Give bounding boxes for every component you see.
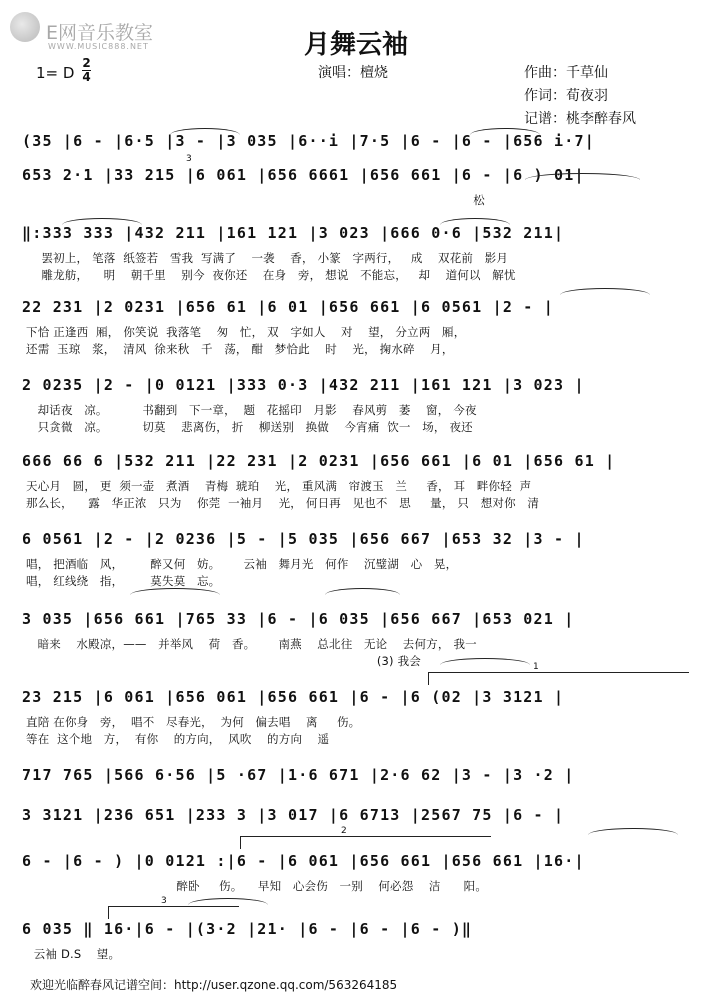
notation-row: 23 215 |6 061 |656 061 |656 661 |6 - |6 (02 |3 3121 | bbox=[22, 688, 565, 706]
notation-row: 3 035 |656 661 |765 33 |6 - |6 035 |656 667 |653 021 | bbox=[22, 610, 575, 628]
notation-row: 2 0235 |2 - |0 0121 |333 0·3 |432 211 |161 121 |3 023 | bbox=[22, 376, 585, 394]
lyric-line: 醉卧 伤。 早知 心会伤 一别 何必怨 洁 阳。 bbox=[26, 879, 488, 893]
notation-row: 6 035 ‖ 16·|6 - |(3·2 |21· |6 - |6 - |6 - )‖ bbox=[22, 920, 473, 938]
ending-2-bracket: 2 bbox=[240, 836, 491, 849]
slur bbox=[325, 588, 400, 595]
slur bbox=[470, 128, 540, 135]
slur bbox=[560, 288, 650, 295]
slur bbox=[588, 828, 678, 835]
slur bbox=[170, 128, 240, 135]
notation-row: ‖:333 333 |432 211 |161 121 |3 023 |666 0·6 |532 211| bbox=[22, 224, 565, 242]
lyric-line: (3) 我会 bbox=[26, 654, 421, 668]
notation-row: 6 0561 |2 - |2 0236 |5 - |5 035 |656 667 |653 32 |3 - | bbox=[22, 530, 585, 548]
lyric-line: 下恰 正逢西 厢， 你笑说 我落笔 匆 忙， 双 字如人 对 望， 分立两 厢， bbox=[26, 325, 466, 339]
time-bottom: 4 bbox=[82, 70, 91, 84]
lyric-line: 罢初上， 笔落 纸签若 雪我 写满了 一袭 香， 小篆 字两行， 成 双花前 影月 bbox=[26, 251, 509, 265]
footer-note: 欢迎光临醉春风记谱空间：http://user.qzone.qq.com/563264185 bbox=[30, 978, 398, 992]
lyric-line: 唱， 把酒临 风， 醉又何 妨。 云袖 舞月光 何作 沉璧湖 心 晃， bbox=[26, 557, 458, 571]
key-signature: 1= D bbox=[36, 64, 75, 82]
notation-row: 3 3121 |236 651 |233 3 |3 017 |6 6713 |2567 75 |6 - | bbox=[22, 806, 565, 824]
triplet-mark: 3 bbox=[186, 154, 192, 164]
lyric-line: 却话夜 凉。 书翻到 下一章， 题 花摇印 月影 春风剪 萎 窗， 今夜 bbox=[26, 403, 477, 417]
lyric-line: 松 bbox=[26, 193, 485, 207]
lyric-line: 那么长， 露 华正浓 只为 你莞 一袖月 光， 何日再 见也不 思 量， 只 想对你 清 bbox=[26, 496, 540, 510]
song-title: 月舞云袖 bbox=[303, 30, 408, 60]
slur bbox=[440, 218, 510, 225]
lyric-line: 天心月 圆， 更 须一壶 煮酒 青梅 琥珀 光， 重风满 帘渡玉 兰 香， 耳 畔你轻 声 bbox=[26, 479, 532, 493]
watermark-url: WWW.MUSIC888.NET bbox=[48, 42, 149, 51]
lyric-line: 暗来 水殿凉，—— 并举风 荷 香。 南燕 总北往 无论 去何方， 我一 bbox=[26, 637, 477, 651]
lyric-line: 云袖 D.S 望。 bbox=[26, 947, 121, 961]
lyric-line: 只贪微 凉。 切莫 悲离伤， 折 柳送别 换做 今宵痛 饮一 场， 夜还 bbox=[26, 420, 473, 434]
slur bbox=[525, 173, 640, 180]
time-signature bbox=[82, 58, 91, 83]
lyric-line: 唱， 红线绕 指， 莫失莫 忘。 bbox=[26, 574, 221, 588]
lyric-line: 还需 玉琼 浆， 清风 徐来秋 千 荡， 酣 梦恰此 时 光， 掬水碎 月， bbox=[26, 342, 454, 356]
watermark-name: E网音乐教室 bbox=[46, 22, 154, 44]
lyric-line: 雕龙舫， 明 朝千里 别今 夜你还 在身 旁， 想说 不能忘， 却 道何以 解忧 bbox=[26, 268, 516, 282]
time-top: 2 bbox=[82, 56, 91, 70]
notation-row: 653 2·1 |33 215 |6 061 |656 6661 |656 661 |6 - |6 ) 01| bbox=[22, 166, 585, 184]
ending-3-bracket: 3 bbox=[108, 906, 239, 919]
composer-credit: 作曲：千草仙 bbox=[524, 65, 608, 81]
notation-row: 666 66 6 |532 211 |22 231 |2 0231 |656 661 |6 01 |656 61 | bbox=[22, 452, 616, 470]
lyricist-credit: 作词：荀夜羽 bbox=[524, 88, 608, 104]
lyric-line: 直陪 在你身 旁， 唱不 尽春光， 为何 偏去唱 离 伤。 bbox=[26, 715, 361, 729]
notation-row: 717 765 |566 6·56 |5 ·67 |1·6 671 |2·6 62 |3 - |3 ·2 | bbox=[22, 766, 575, 784]
transcriber-credit: 记谱：桃李醉春风 bbox=[524, 111, 636, 127]
notation-row: (35 |6 - |6·5 |3 - |3 035 |6··i |7·5 |6 - |6 - |656 i·7| bbox=[22, 132, 595, 150]
notation-row: 22 231 |2 0231 |656 61 |6 01 |656 661 |6 0561 |2 - | bbox=[22, 298, 554, 316]
lyric-line: 等在 这个地 方， 有你 的方向， 风吹 的方向 遥 bbox=[26, 732, 330, 746]
slur bbox=[188, 898, 268, 905]
singer-credit: 演唱：檀烧 bbox=[318, 65, 388, 81]
slur bbox=[130, 588, 220, 595]
ending-1-bracket: 1 bbox=[428, 672, 689, 685]
slur bbox=[440, 658, 530, 665]
notation-row: 6 - |6 - ) |0 0121 :|6 - |6 061 |656 661 |656 661 |16·| bbox=[22, 852, 585, 870]
slur bbox=[62, 218, 142, 225]
